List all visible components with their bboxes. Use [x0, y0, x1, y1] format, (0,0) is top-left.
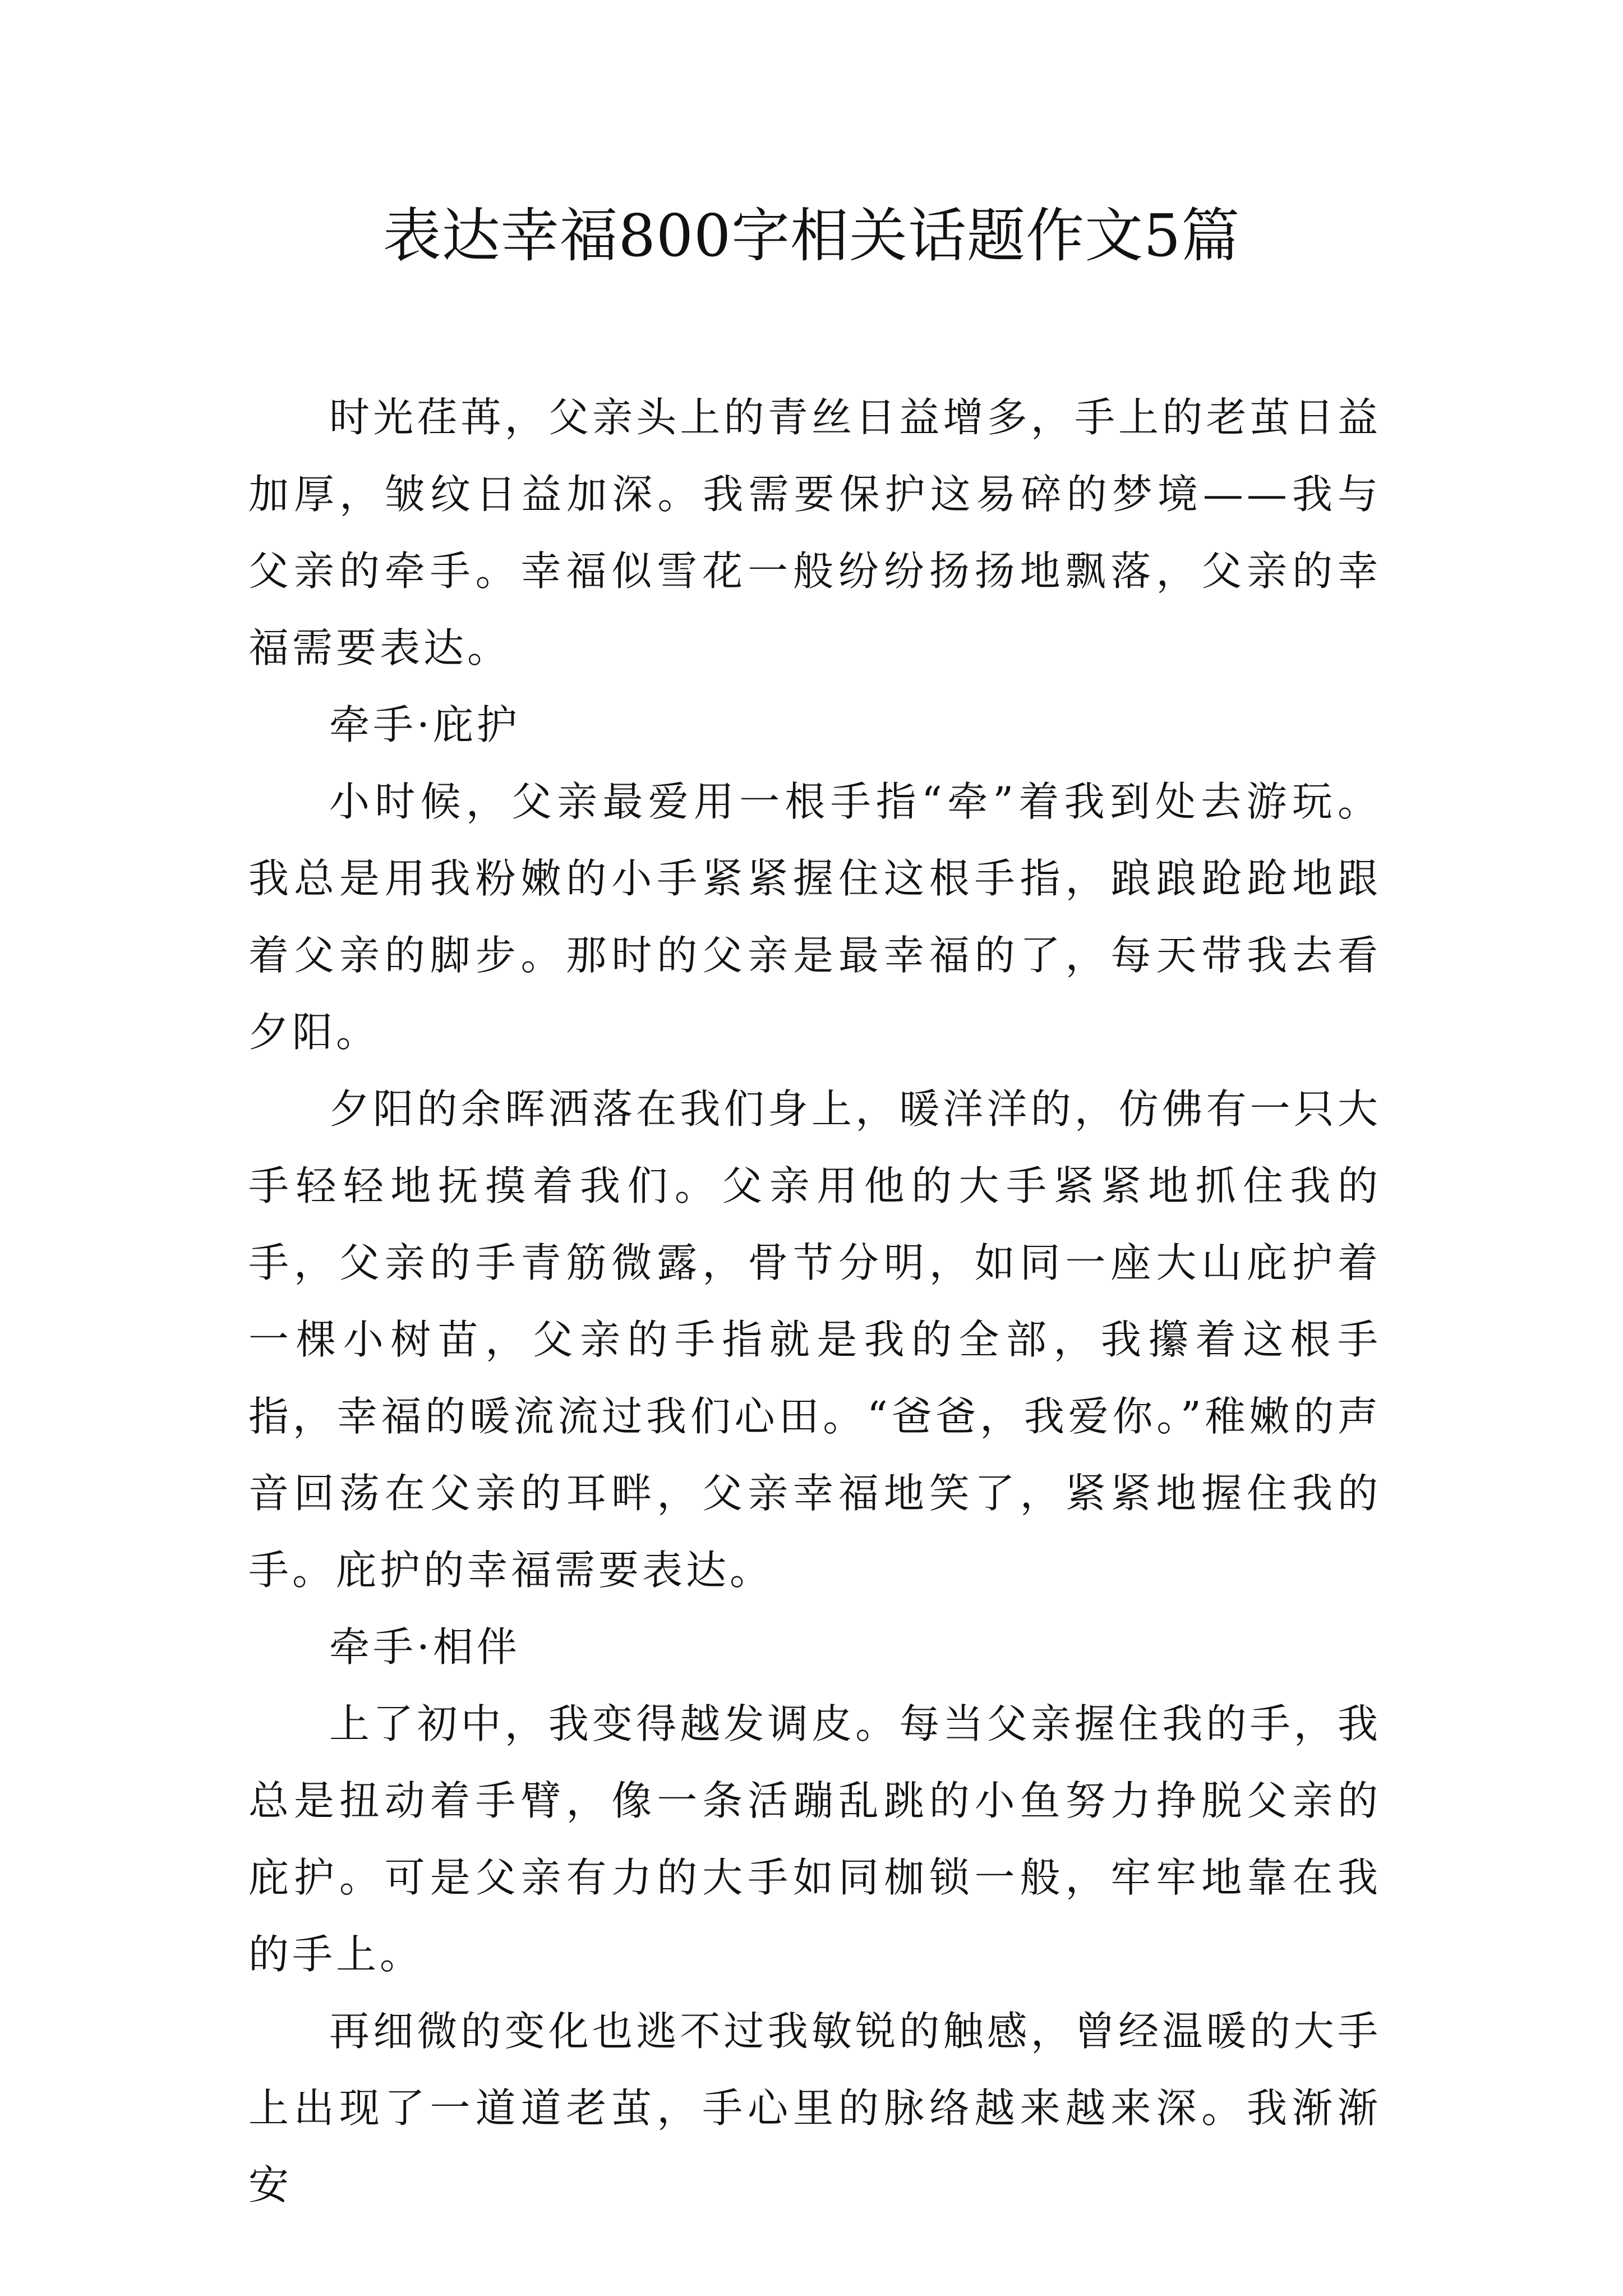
document-body — [248, 379, 1381, 2224]
paragraph: 再细微的变化也逃不过我敏锐的触感，曾经温暖的大手上出现了一道道老茧，手心里的脉络越来越来深。我渐渐安 — [248, 2008, 1381, 2208]
document-title: 表达幸福800字相关话题作文5篇 — [382, 201, 1241, 270]
section-heading: 牵手·庇护 — [329, 701, 520, 748]
paragraph: 小时候，父亲最爱用一根手指“牵”着我到处去游玩。我总是用我粉嫩的小手紧紧握住这根手指，踉踉跄跄地跟着父亲的脚步。那时的父亲是最幸福的了，每天带我去看夕阳。 — [248, 778, 1381, 1056]
paragraph: 时光荏苒，父亲头上的青丝日益增多，手上的老茧日益加厚，皱纹日益加深。我需要保护这易碎的梦境——我与父亲的牵手。幸福似雪花一般纷纷扬扬地飘落，父亲的幸福需要表达。 — [248, 394, 1381, 671]
paragraph: 夕阳的余晖洒落在我们身上，暖洋洋的，仿佛有一只大手轻轻地抚摸着我们。父亲用他的大手紧紧地抓住我的手，父亲的手青筋微露，骨节分明，如同一座大山庇护着一棵小树苗，父亲的手指就是我的全部，我攥着这根手指，幸福的暖流流过我们心田。“爸爸，我爱你。”稚嫩的声音回荡在父亲的耳畔，父亲幸福地笑了，紧紧地握住我的手。庇护的幸福需要表达。 — [248, 1085, 1381, 1594]
paragraph: 上了初中，我变得越发调皮。每当父亲握住我的手，我总是扭动着手臂，像一条活蹦乱跳的小鱼努力挣脱父亲的庇护。可是父亲有力的大手如同枷锁一般，牢牢地靠在我的手上。 — [248, 1700, 1381, 1978]
section-heading: 牵手·相伴 — [329, 1623, 520, 1671]
